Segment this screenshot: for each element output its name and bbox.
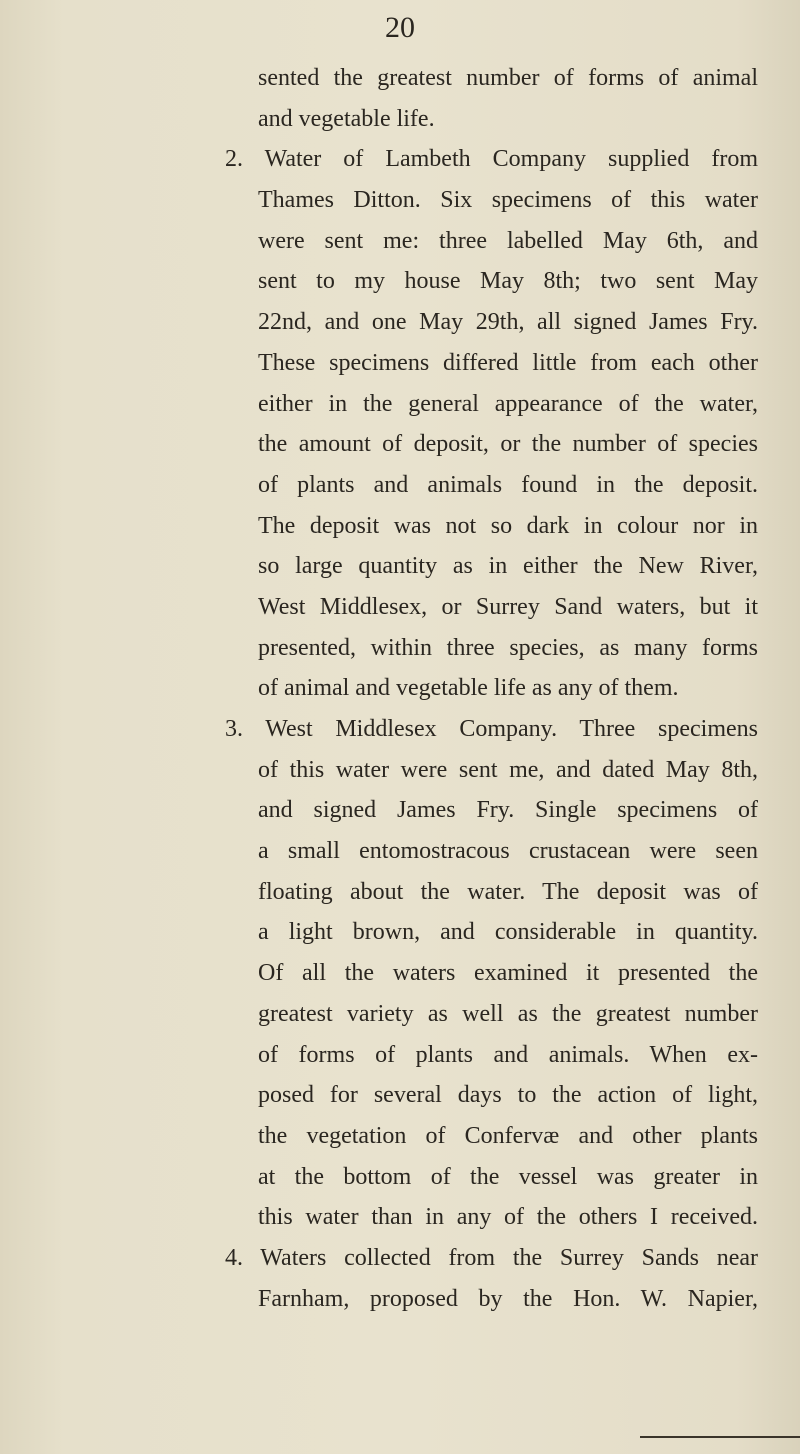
text-line: Thames Ditton. Six specimens of this water <box>258 187 758 214</box>
text-line: The deposit was not so dark in colour nor in <box>258 512 758 539</box>
text-line: the amount of deposit, or the number of species <box>258 431 758 458</box>
text-line: at the bottom of the vessel was greater in <box>258 1163 758 1190</box>
text-line: of forms of plants and animals. When ex- <box>258 1041 758 1068</box>
text-line: a small entomostracous crustacean were seen <box>258 838 758 865</box>
text-line: and signed James Fry. Single specimens of <box>258 797 758 824</box>
body-text <box>225 58 758 1319</box>
text-line: 22nd, and one May 29th, all signed James Fry. <box>258 309 758 336</box>
page-number: 20 <box>385 11 415 44</box>
text-line: These specimens differed little from each other <box>258 349 758 376</box>
text-line: of plants and animals found in the deposit. <box>258 471 758 498</box>
text-line: so large quantity as in either the New River, <box>258 553 758 580</box>
text-line: Farnham, proposed by the Hon. W. Napier, <box>258 1285 758 1312</box>
numbered-paragraph-line: 2. Water of Lambeth Company supplied from <box>225 146 758 173</box>
bottom-rule <box>640 1436 800 1438</box>
text-line: greatest variety as well as the greatest number <box>258 1000 758 1027</box>
text-line: posed for several days to the action of light, <box>258 1082 758 1109</box>
text-line: of this water were sent me, and dated May 8th, <box>258 756 758 783</box>
text-line: sent to my house May 8th; two sent May <box>258 268 758 295</box>
text-line: either in the general appearance of the water, <box>258 390 758 417</box>
text-line: this water than in any of the others I received. <box>258 1204 758 1231</box>
numbered-paragraph-line: 3. West Middlesex Company. Three specimens <box>225 716 758 742</box>
text-line: West Middlesex, or Surrey Sand waters, but it <box>258 593 758 620</box>
text-line: floating about the water. The deposit was of <box>258 878 758 905</box>
text-line: sented the greatest number of forms of animal <box>258 65 758 91</box>
text-line: were sent me: three labelled May 6th, and <box>258 227 758 254</box>
text-line: of animal and vegetable life as any of them. <box>258 675 679 702</box>
numbered-paragraph-line: 4. Waters collected from the Surrey Sands near <box>225 1244 758 1271</box>
text-line: the vegetation of Confervæ and other plants <box>258 1122 758 1149</box>
text-line: and vegetable life. <box>258 105 435 132</box>
text-line: presented, within three species, as many forms <box>258 634 758 661</box>
text-line: Of all the waters examined it presented the <box>258 960 758 987</box>
text-line: a light brown, and considerable in quantity. <box>258 919 758 946</box>
